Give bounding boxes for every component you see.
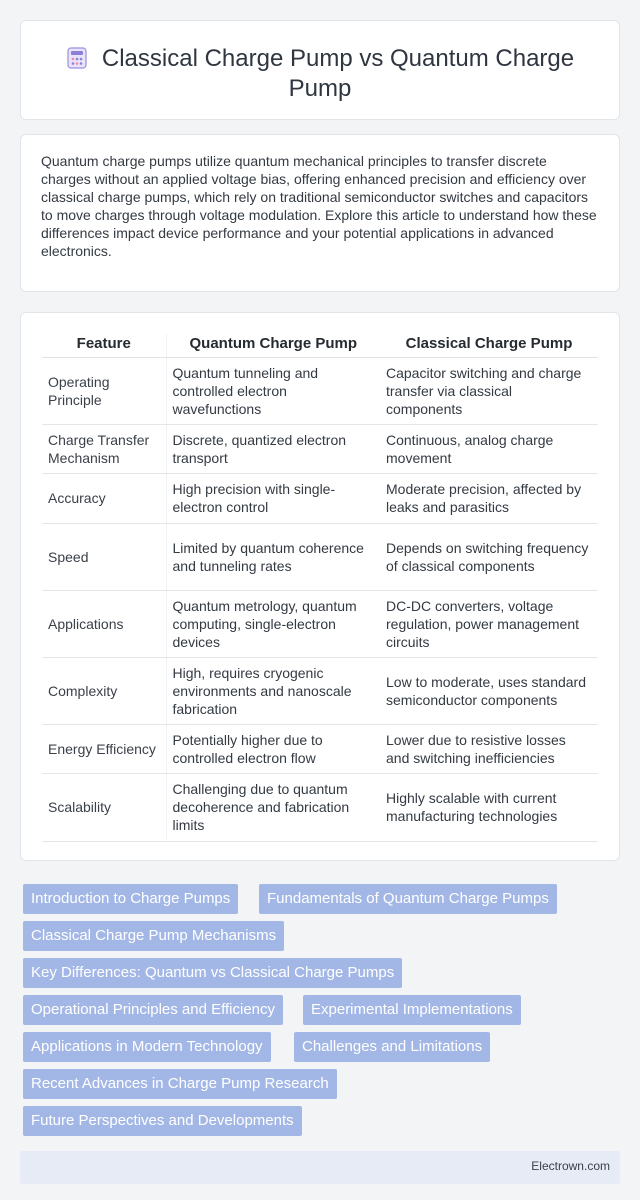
classical-cell: Depends on switching frequency of classical components: [380, 523, 598, 590]
quantum-cell: Limited by quantum coherence and tunneling rates: [166, 523, 380, 590]
classical-cell: Low to moderate, uses standard semiconductor components: [380, 657, 598, 724]
header-classical: Classical Charge Pump: [380, 334, 598, 357]
toc-link-future-perspectives[interactable]: Future Perspectives and Developments: [23, 1106, 302, 1136]
toc-link-classical-mechanisms[interactable]: Classical Charge Pump Mechanisms: [23, 921, 284, 951]
feature-cell: Operating Principle: [42, 357, 166, 424]
table-row: [42, 590, 598, 657]
feature-cell: Accuracy: [42, 473, 166, 523]
comparison-table: [42, 334, 598, 842]
toc-link-introduction[interactable]: Introduction to Charge Pumps: [23, 884, 238, 914]
intro-card: [20, 134, 620, 292]
comparison-card: [20, 312, 620, 861]
table-row: [42, 357, 598, 424]
feature-cell: Complexity: [42, 657, 166, 724]
table-row: [42, 473, 598, 523]
toc-link-recent-advances[interactable]: Recent Advances in Charge Pump Research: [23, 1069, 337, 1099]
table-row: [42, 724, 598, 773]
table-row: [42, 523, 598, 590]
classical-cell: Highly scalable with current manufacturing technologies: [380, 773, 598, 841]
classical-cell: DC-DC converters, voltage regulation, power management circuits: [380, 590, 598, 657]
feature-cell: Speed: [42, 523, 166, 590]
header-feature: Feature: [42, 334, 166, 357]
footer-site[interactable]: Electrown.com: [531, 1159, 610, 1173]
quantum-cell: Quantum metrology, quantum computing, single-electron devices: [166, 590, 380, 657]
footer: [20, 1151, 620, 1184]
intro-paragraph: Quantum charge pumps utilize quantum mechanical principles to transfer discrete charges without an applied voltage bias, offering enhanced precision and efficiency over classical charge pumps, which rely on traditional semiconductor switches and capacitors to move charges through voltage modulation. Explore this article to understand how these differences impact device performance and your potential applications in advanced electronics.: [41, 153, 597, 259]
toc-link-challenges[interactable]: Challenges and Limitations: [294, 1032, 490, 1062]
quantum-cell: Challenging due to quantum decoherence and fabrication limits: [166, 773, 380, 841]
toc-link-fundamentals-quantum[interactable]: Fundamentals of Quantum Charge Pumps: [259, 884, 557, 914]
toc-link-experimental[interactable]: Experimental Implementations: [303, 995, 521, 1025]
feature-cell: Applications: [42, 590, 166, 657]
quantum-cell: Potentially higher due to controlled electron flow: [166, 724, 380, 773]
header-quantum: Quantum Charge Pump: [166, 334, 380, 357]
toc-link-key-differences[interactable]: Key Differences: Quantum vs Classical Charge Pumps: [23, 958, 402, 988]
quantum-cell: High, requires cryogenic environments and nanoscale fabrication: [166, 657, 380, 724]
feature-cell: Charge Transfer Mechanism: [42, 424, 166, 473]
quantum-cell: High precision with single-electron control: [166, 473, 380, 523]
page-title-wrap: [61, 44, 579, 104]
toc-link-operational-principles[interactable]: Operational Principles and Efficiency: [23, 995, 283, 1025]
toc-link-applications[interactable]: Applications in Modern Technology: [23, 1032, 271, 1062]
table-row: [42, 657, 598, 724]
classical-cell: Moderate precision, affected by leaks and parasitics: [380, 473, 598, 523]
feature-cell: Energy Efficiency: [42, 724, 166, 773]
classical-cell: Capacitor switching and charge transfer via classical components: [380, 357, 598, 424]
quantum-cell: Quantum tunneling and controlled electron wavefunctions: [166, 357, 380, 424]
table-row: [42, 773, 598, 841]
quantum-cell: Discrete, quantized electron transport: [166, 424, 380, 473]
title-card: [20, 20, 620, 120]
table-header-row: [42, 334, 598, 357]
classical-cell: Continuous, analog charge movement: [380, 424, 598, 473]
feature-cell: Scalability: [42, 773, 166, 841]
classical-cell: Lower due to resistive losses and switching inefficiencies: [380, 724, 598, 773]
calculator-icon: [66, 47, 88, 69]
page-title: Classical Charge Pump vs Quantum Charge Pump: [101, 45, 575, 102]
table-row: [42, 424, 598, 473]
